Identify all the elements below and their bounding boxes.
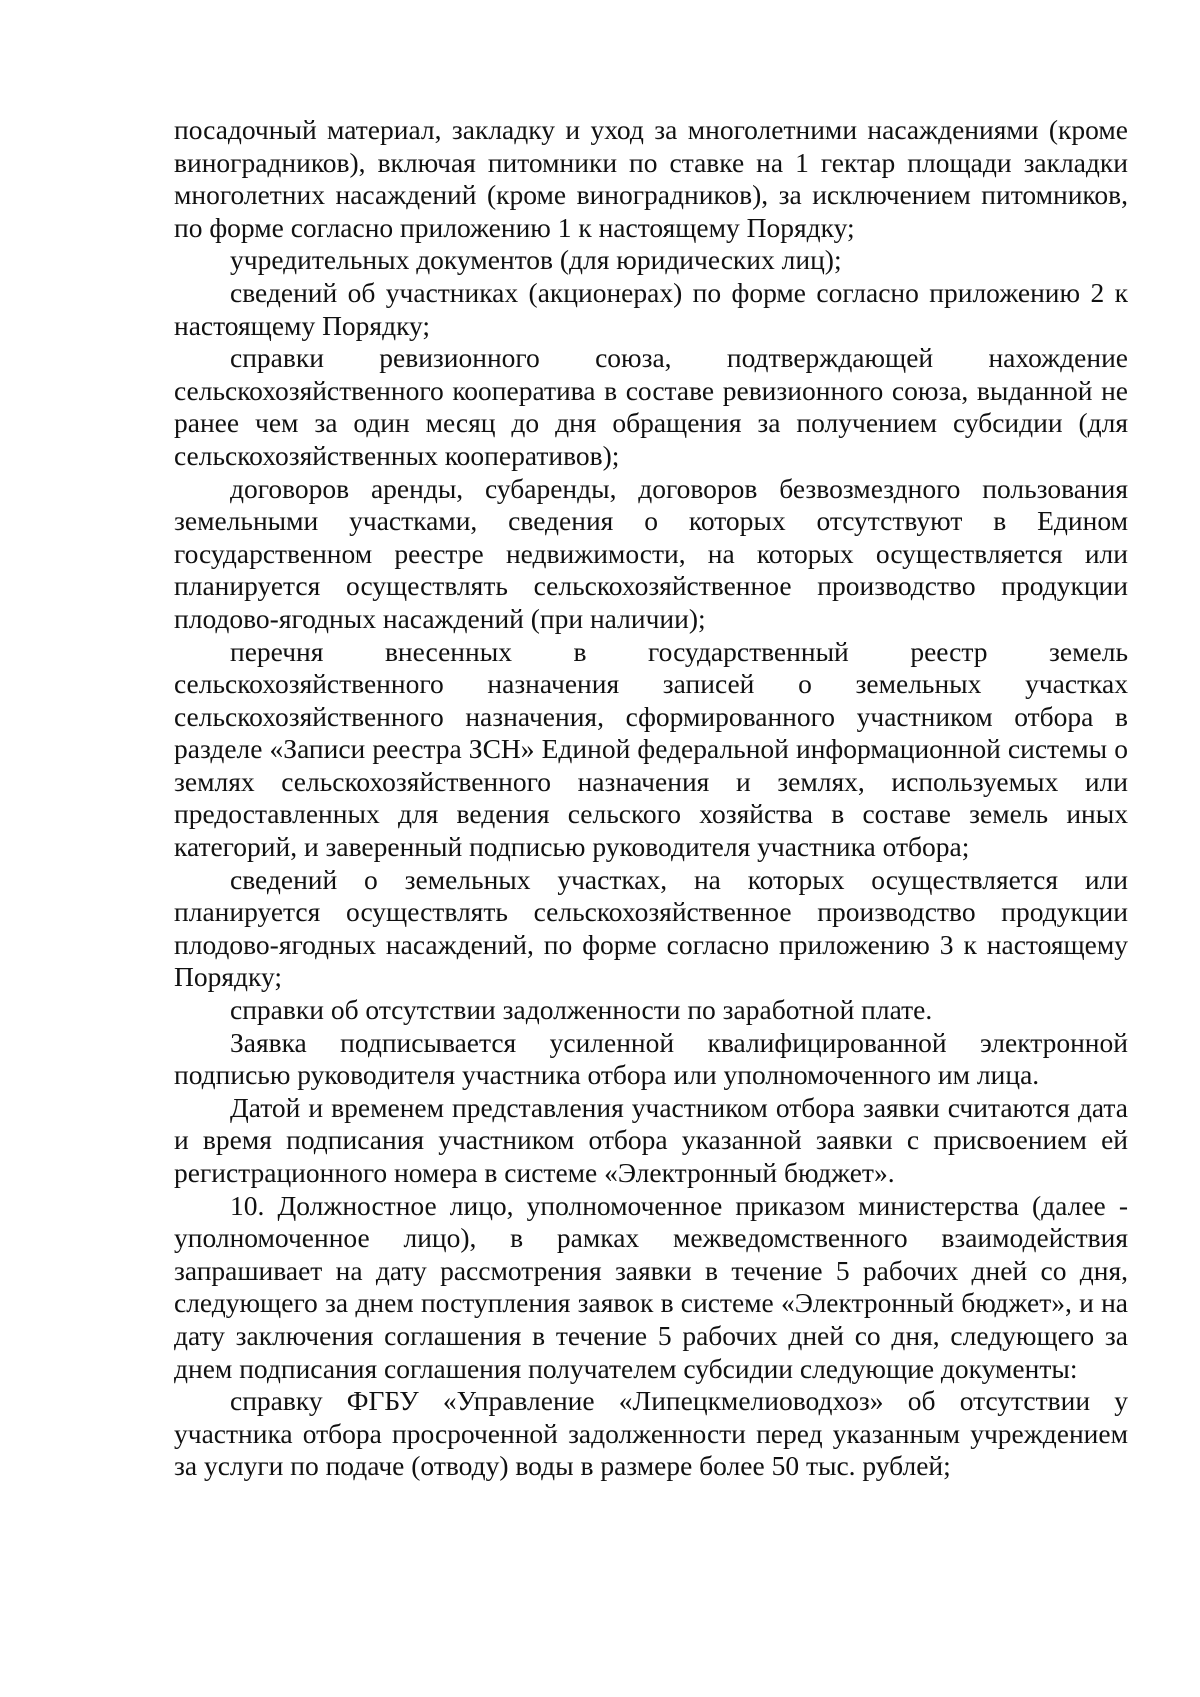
paragraph-founding-documents: учредительных документов (для юридических лиц);	[230, 244, 842, 276]
paragraph-shareholders: сведений об участниках (акционерах) по форме согласно приложению 2 к настоящему Порядку;	[174, 276, 1128, 341]
paragraph-salary-debt: справки об отсутствии задолженности по заработной плате.	[230, 994, 933, 1026]
paragraph-signature: Заявка подписывается усиленной квалифицированной электронной подписью руководителя участника отбора или уполномоченного им лица.	[174, 1026, 1128, 1091]
paragraph-land-plots: сведений о земельных участках, на которых осуществляется или планируется осуществлять сельскохозяйственное производство продукции плодово-ягодных насаждений, по форме согласно приложению 3 к настоящему Порядку;	[174, 863, 1128, 993]
paragraph-lease-agreements: договоров аренды, субаренды, договоров безвозмездного пользования земельными участками, сведения о которых отсутствуют в Едином государственном реестре недвижимости, на которых осуществляется или планируется осуществлять сельскохозяйственное производство продукции плодово-ягодных насаждений (при наличии);	[174, 472, 1128, 634]
paragraph-item-10: 10. Должностное лицо, уполномоченное приказом министерства (далее - уполномоченное лицо), в рамках межведомственного взаимодействия запрашивает на дату рассмотрения заявки в течение 5 рабочих дней со дня, следующего за днем поступления заявок в системе «Электронный бюджет», и на дату заключения соглашения в течение 5 рабочих дней со дня, следующего за днем подписания соглашения получателем субсидии следующие документы:	[174, 1189, 1128, 1384]
paragraph-water-debt: справку ФГБУ «Управление «Липецкмелиоводхоз» об отсутствии у участника отбора просроченной задолженности перед указанным учреждением за услуги по подаче (отводу) воды в размере более 50 тыс. рублей;	[174, 1385, 1128, 1482]
paragraph-continuation: посадочный материал, закладку и уход за многолетними насаждениями (кроме виноградников), включая питомники по ставке на 1 гектар площади закладки многолетних насаждений (кроме виноградников), за исключением питомников, по форме согласно приложению 1 к настоящему Порядку;	[174, 114, 1128, 243]
paragraph-submission-date: Датой и временем представления участником отбора заявки считаются дата и время подписания участником отбора указанной заявки с присвоением ей регистрационного номера в системе «Электронный бюджет».	[174, 1091, 1128, 1188]
paragraph-land-register-list: перечня внесенных в государственный реестр земель сельскохозяйственного назначения записей о земельных участках сельскохозяйственного назначения, сформированного участником отбора в разделе «Записи реестра ЗСН» Единой федеральной информационной системы о землях сельскохозяйственного назначения и землях, используемых или предоставленных для ведения сельского хозяйства в составе земель иных категорий, и заверенный подписью руководителя участника отбора;	[174, 635, 1128, 863]
document-page	[174, 114, 1128, 1483]
paragraph-audit-union: справки ревизионного союза, подтверждающей нахождение сельскохозяйственного кооператива в составе ревизионного союза, выданной не ранее чем за один месяц до дня обращения за получением субсидии (для сельскохозяйственных кооперативов);	[174, 342, 1128, 471]
